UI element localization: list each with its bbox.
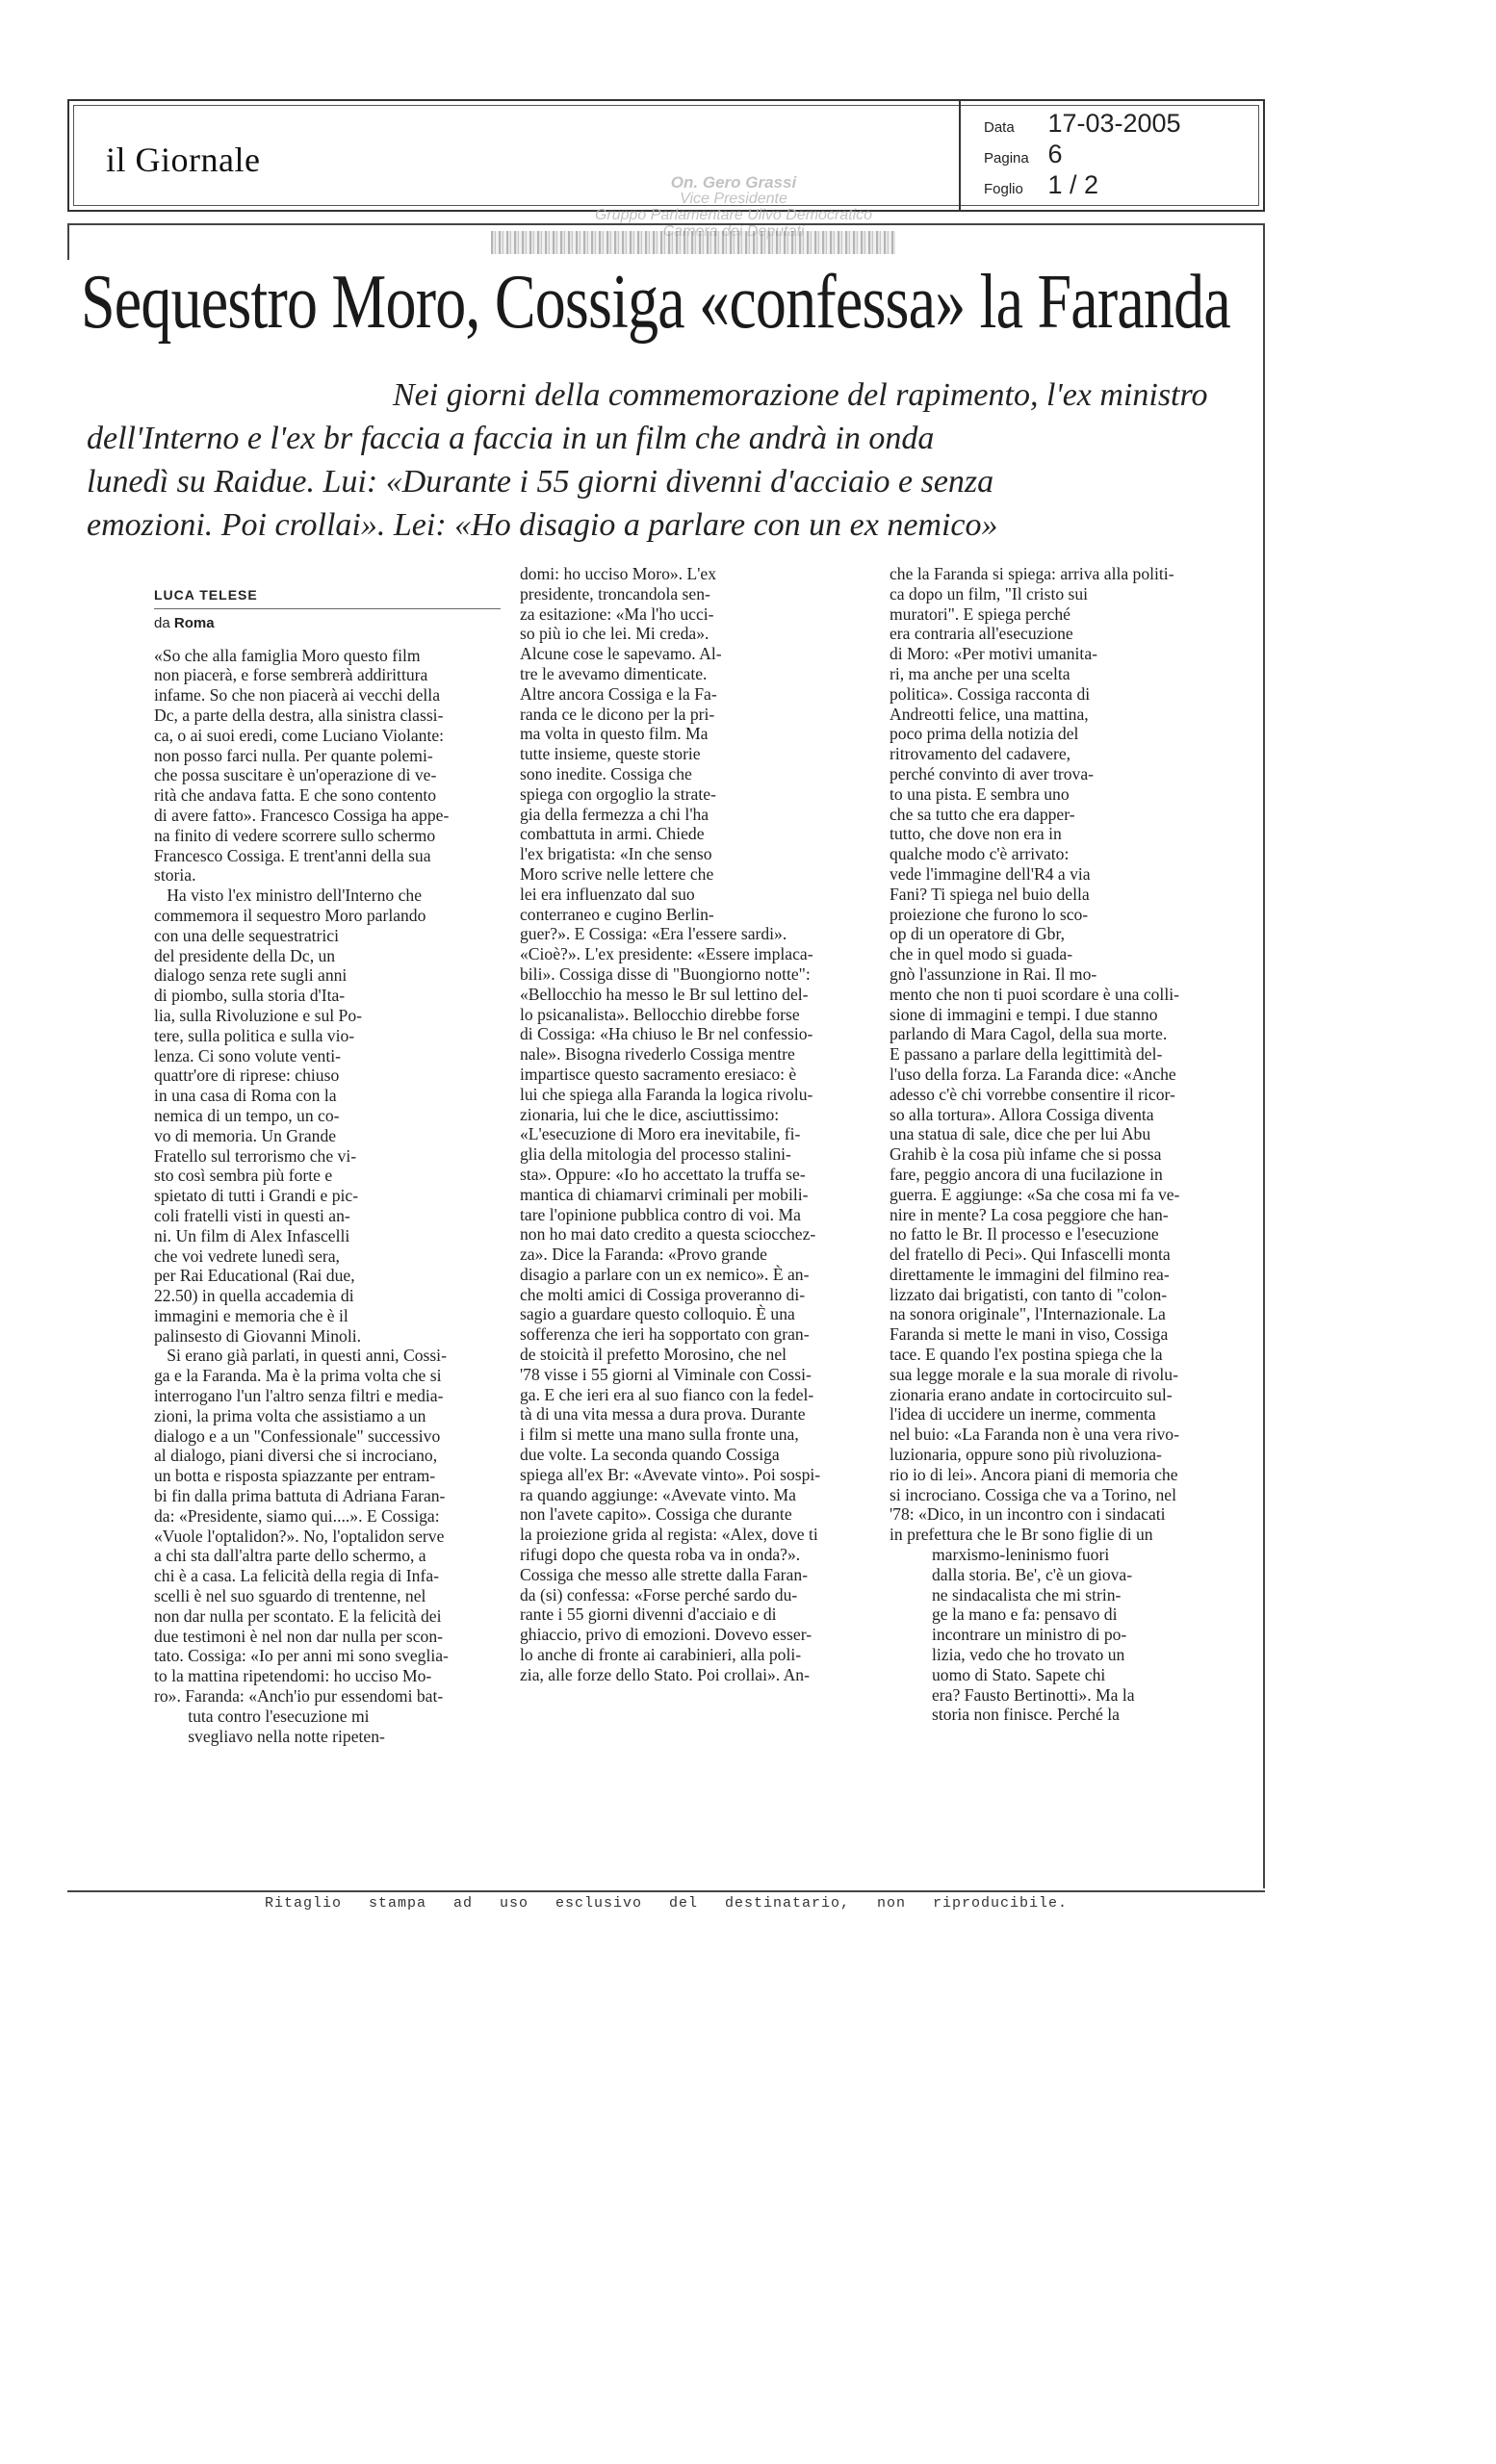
text-line: non l'avete capito». Cossiga che durante bbox=[520, 1504, 792, 1525]
column-body bbox=[154, 646, 512, 1747]
text-line: di avere fatto». Francesco Cossiga ha appe- bbox=[154, 805, 450, 825]
text-line: una statua di sale, dice che per lui Abu bbox=[890, 1124, 1151, 1144]
text-line: Moro scrive nelle lettere che bbox=[520, 863, 714, 884]
text-line: di Moro: «Per motivi umanita- bbox=[890, 644, 1097, 664]
date-row bbox=[984, 109, 1181, 139]
text-line: «Cioè?». L'ex presidente: «Essere implaca- bbox=[520, 944, 813, 964]
text-line: randa ce le dicono per la pri- bbox=[520, 704, 715, 724]
text-line: ca, o ai suoi eredi, come Luciano Violante: bbox=[154, 725, 445, 745]
text-line: tace. E quando l'ex postina spiega che la bbox=[890, 1345, 1163, 1365]
text-line: non piacerà, e forse sembrerà addirittura bbox=[154, 665, 428, 685]
text-line: Fratello sul terrorismo che vi- bbox=[154, 1145, 357, 1166]
text-line: no fatto le Br. Il processo e l'esecuzione bbox=[890, 1224, 1159, 1245]
text-line: che voi vedrete lunedì sera, bbox=[154, 1245, 340, 1266]
text-line: guerra. E aggiunge: «Sa che cosa mi fa ve- bbox=[890, 1184, 1180, 1204]
sheet-label: Foglio bbox=[984, 181, 1023, 197]
text-line: i film si mette una mano sulla fronte una, bbox=[520, 1424, 799, 1445]
text-line: sofferenza che ieri ha sopportato con gran- bbox=[520, 1324, 810, 1345]
text-line: sione di immagini e tempi. I due stanno bbox=[890, 1004, 1158, 1024]
text-line: si incrociano. Cossiga che va a Torino, nel bbox=[890, 1484, 1176, 1504]
text-line: perché convinto di aver trova- bbox=[890, 763, 1095, 783]
text-line: parlando di Mara Cagol, della sua morte. bbox=[890, 1024, 1168, 1044]
stamp-line: On. Gero Grassi bbox=[670, 173, 797, 192]
text-line: immagini e memoria che è il bbox=[154, 1305, 348, 1325]
text-line: Altre ancora Cossiga e la Fa- bbox=[520, 683, 717, 704]
date-label: Data bbox=[984, 119, 1015, 136]
office-stamp bbox=[522, 174, 945, 240]
text-line: zia, alle forze dello Stato. Poi crollai». An- bbox=[520, 1664, 810, 1684]
text-line: «So che alla famiglia Moro questo film bbox=[154, 645, 421, 665]
byline-rule bbox=[154, 608, 501, 609]
text-line: «L'esecuzione di Moro era inevitabile, fi- bbox=[520, 1124, 801, 1144]
text-line: ro». Faranda: «Anch'io pur essendomi bat- bbox=[154, 1686, 444, 1707]
deck-line: dell'Interno e l'ex br faccia a faccia in un film che andrà in onda bbox=[87, 421, 935, 456]
sheet-value: 1 / 2 bbox=[1047, 170, 1098, 199]
text-line: za esitazione: «Ma l'ho ucci- bbox=[520, 603, 714, 624]
text-line: ra quando aggiunge: «Avevate vinto. Ma bbox=[520, 1484, 796, 1504]
text-line: direttamente le immagini del filmino rea- bbox=[890, 1264, 1170, 1284]
text-line: da (si) confessa: «Forse perché sardo du- bbox=[520, 1584, 798, 1604]
text-line: tato. Cossiga: «Io per anni mi sono sveglia- bbox=[154, 1646, 449, 1666]
text-line: vo di memoria. Un Grande bbox=[154, 1125, 337, 1145]
text-line: to la mattina ripetendomi: ho ucciso Mo- bbox=[154, 1666, 432, 1686]
text-line: fare, peggio ancora di una fucilazione in bbox=[890, 1164, 1163, 1184]
text-line: in prefettura che le Br sono figlie di un bbox=[890, 1525, 1153, 1545]
text-line: che possa suscitare è un'operazione di ve- bbox=[154, 765, 437, 785]
text-line: poco prima della notizia del bbox=[890, 724, 1079, 744]
text-line: impartisce questo sacramento eresiaco: è bbox=[520, 1064, 797, 1084]
text-line: «Vuole l'optalidon?». No, l'optalidon serve bbox=[154, 1526, 445, 1546]
text-line: in una casa di Roma con la bbox=[154, 1086, 337, 1106]
text-line: Francesco Cossiga. E trent'anni della sua bbox=[154, 845, 431, 865]
scan-noise bbox=[491, 231, 895, 254]
text-line: mantica di chiamarvi criminali per mobili- bbox=[520, 1184, 809, 1204]
location-prefix: da bbox=[154, 614, 170, 631]
text-line: combattuta in armi. Chiede bbox=[520, 824, 705, 844]
text-line: l'uso della forza. La Faranda dice: «Anche bbox=[890, 1064, 1176, 1084]
text-line: spiega all'ex Br: «Avevate vinto». Poi sospi- bbox=[520, 1464, 821, 1484]
text-line: tutte insieme, queste storie bbox=[520, 744, 701, 764]
text-line: gnò l'assunzione in Rai. Il mo- bbox=[890, 963, 1097, 984]
text-line: Alcune cose le sapevamo. Al- bbox=[520, 644, 722, 664]
text-line: l'ex brigatista: «In che senso bbox=[520, 844, 712, 864]
text-line: palinsesto di Giovanni Minoli. bbox=[154, 1325, 362, 1346]
text-line: ne sindacalista che mi strin- bbox=[890, 1584, 1122, 1604]
text-line: che la Faranda si spiega: arriva alla politi- bbox=[890, 564, 1174, 583]
column-body bbox=[520, 564, 868, 1685]
text-line: per Rai Educational (Rai due, bbox=[154, 1266, 355, 1286]
text-line: Ha visto l'ex ministro dell'Interno che bbox=[154, 886, 423, 906]
text-line: tere, sulla politica e sulla vio- bbox=[154, 1025, 355, 1045]
text-line: la proiezione grida al regista: «Alex, dove ti bbox=[520, 1525, 818, 1545]
text-line: quattr'ore di riprese: chiuso bbox=[154, 1065, 340, 1086]
text-line: so più io che lei. Mi creda». bbox=[520, 624, 709, 644]
text-line: con una delle sequestratrici bbox=[154, 925, 339, 945]
text-line: nale». Bisogna rivederlo Cossiga mentre bbox=[520, 1044, 795, 1065]
text-line: interrogano l'un l'altro senza filtri e media- bbox=[154, 1386, 444, 1406]
text-line: due testimoni è nel non dar nulla per scon- bbox=[154, 1626, 443, 1646]
text-line: non posso farci nulla. Per quante polemi- bbox=[154, 745, 433, 765]
text-line: de stoicità il prefetto Morosino, che nel bbox=[520, 1345, 787, 1365]
article-headline: Sequestro Moro, Cossiga «confessa» la Faranda bbox=[81, 260, 1230, 345]
text-line: infame. So che non piacerà ai vecchi della bbox=[154, 685, 440, 706]
stamp-line: Vice Presidente bbox=[680, 191, 787, 207]
text-line: domi: ho ucciso Moro». L'ex bbox=[520, 564, 717, 583]
text-line: glia della mitologia del processo stalini- bbox=[520, 1144, 791, 1165]
page-label: Pagina bbox=[984, 150, 1029, 167]
text-line: dialogo e a un "Confessionale" successivo bbox=[154, 1425, 441, 1446]
article-deck bbox=[87, 373, 1208, 547]
frame-left-rule bbox=[67, 223, 69, 260]
text-line: zionaria erano andate in cortocircuito sul- bbox=[890, 1384, 1173, 1404]
text-line: gia della fermezza a chi l'ha bbox=[520, 804, 709, 824]
text-line: proiezione che furono lo sco- bbox=[890, 904, 1089, 924]
text-line: lizia, vedo che ho trovato un bbox=[890, 1645, 1125, 1665]
text-line: mento che non ti puoi scordare è una colli- bbox=[890, 984, 1179, 1004]
text-line: lenza. Ci sono volute venti- bbox=[154, 1045, 341, 1065]
text-line: ge la mano e fa: pensavo di bbox=[890, 1604, 1118, 1625]
text-line: «Bellocchio ha messo le Br sul lettino del- bbox=[520, 984, 809, 1004]
author-name: LUCA TELESE bbox=[154, 587, 258, 603]
page-row bbox=[984, 140, 1062, 169]
header-separator bbox=[959, 101, 961, 210]
text-line: incontrare un ministro di po- bbox=[890, 1625, 1127, 1645]
text-line: Dc, a parte della destra, alla sinistra classi- bbox=[154, 705, 444, 725]
text-line: di piombo, sulla storia d'Ita- bbox=[154, 986, 346, 1006]
page-value: 6 bbox=[1047, 140, 1063, 168]
text-line: sto così sembra più forte e bbox=[154, 1166, 333, 1186]
column-body bbox=[890, 564, 1248, 1725]
text-line: che sa tutto che era dapper- bbox=[890, 804, 1075, 824]
text-line: qualche modo c'è arrivato: bbox=[890, 844, 1070, 864]
newspaper-masthead: il Giornale bbox=[106, 141, 261, 179]
text-line: ritrovamento del cadavere, bbox=[890, 744, 1071, 764]
text-line: tutto, che dove non era in bbox=[890, 824, 1062, 844]
text-line: vede l'immagine dell'R4 a via bbox=[890, 863, 1091, 884]
text-line: zioni, la prima volta che assistiamo a un bbox=[154, 1405, 426, 1425]
text-line: nire in mente? La cosa peggiore che han- bbox=[890, 1204, 1169, 1224]
text-line: da: «Presidente, siamo qui....». E Cossiga: bbox=[154, 1505, 440, 1526]
deck-line: Nei giorni della commemorazione del rapimento, l'ex ministro bbox=[393, 377, 1208, 413]
article-column-1 bbox=[154, 585, 512, 1746]
text-line: 22.50) in quella accademia di bbox=[154, 1286, 354, 1306]
text-line: Faranda si mette le mani in viso, Cossiga bbox=[890, 1324, 1169, 1345]
text-line: adesso c'è chi vorrebbe consentire il ricor- bbox=[890, 1084, 1175, 1104]
text-line: al dialogo, piani diversi che si incrociano, bbox=[154, 1446, 438, 1466]
text-line: che in quel modo si guada- bbox=[890, 944, 1073, 964]
text-line: che molti amici di Cossiga proveranno di- bbox=[520, 1284, 806, 1304]
frame-right-rule bbox=[1263, 223, 1265, 1888]
text-line: lia, sulla Rivoluzione e sul Po- bbox=[154, 1005, 362, 1025]
article-column-3 bbox=[890, 564, 1248, 1725]
text-line: due volte. La seconda quando Cossiga bbox=[520, 1445, 780, 1465]
text-line: Grahib è la cosa più infame che si possa bbox=[890, 1144, 1162, 1165]
text-line: ghiaccio, privo di emozioni. Dovevo esser- bbox=[520, 1625, 812, 1645]
text-line: del fratello di Peci». Qui Infascelli monta bbox=[890, 1245, 1171, 1265]
text-line: Si erano già parlati, in questi anni, Cossi- bbox=[154, 1346, 447, 1366]
text-line: uomo di Stato. Sapete chi bbox=[890, 1664, 1106, 1684]
text-line: spietato di tutti i Grandi e pic- bbox=[154, 1186, 359, 1206]
text-line: na sonora originale", l'Internazionale. La bbox=[890, 1304, 1166, 1324]
text-line: nel buio: «La Faranda non è una vera rivo- bbox=[890, 1424, 1179, 1445]
text-line: marxismo-leninismo fuori bbox=[890, 1545, 1110, 1565]
text-line: so alla tortura». Allora Cossiga diventa bbox=[890, 1104, 1154, 1124]
text-line: spiega con orgoglio la strate- bbox=[520, 783, 716, 804]
text-line: rifugi dopo che questa roba va in onda?». bbox=[520, 1545, 801, 1565]
text-line: del presidente della Dc, un bbox=[154, 945, 336, 965]
text-line: guer?». E Cossiga: «Era l'essere sardi». bbox=[520, 924, 787, 944]
text-line: zionaria, lui che le dice, asciuttissimo: bbox=[520, 1104, 780, 1124]
stamp-line: Gruppo Parlamentare Ulivo Democratico bbox=[594, 207, 873, 223]
text-line: Andreotti felice, una mattina, bbox=[890, 704, 1089, 724]
deck-line: lunedì su Raidue. Lui: «Durante i 55 giorni divenni d'acciaio e senza bbox=[87, 464, 994, 500]
text-line: politica». Cossiga racconta di bbox=[890, 683, 1091, 704]
text-line: ri, ma anche per una scelta bbox=[890, 663, 1070, 683]
text-line: era contraria all'esecuzione bbox=[890, 624, 1073, 644]
text-line: lizzato dai brigatisti, con tanto di "colon- bbox=[890, 1284, 1168, 1304]
text-line: ma volta in questo film. Ma bbox=[520, 724, 709, 744]
text-line: storia. bbox=[154, 865, 196, 886]
text-line: chi è a casa. La felicità della regia di Infa- bbox=[154, 1566, 439, 1586]
text-line: rità che andava fatta. E che sono contento bbox=[154, 785, 437, 806]
text-line: tare l'opinione pubblica contro di voi. Ma bbox=[520, 1204, 801, 1224]
text-line: ga. E che ieri era al suo fianco con la fedel- bbox=[520, 1384, 814, 1404]
deck-line: emozioni. Poi crollai». Lei: «Ho disagio a parlare con un ex nemico» bbox=[87, 507, 998, 543]
text-line: op di un operatore di Gbr, bbox=[890, 924, 1066, 944]
text-line: '78 visse i 55 giorni al Viminale con Cossi- bbox=[520, 1364, 812, 1384]
frame-top-rule bbox=[67, 223, 1265, 225]
text-line: lo psicanalista». Bellocchio direbbe forse bbox=[520, 1004, 800, 1024]
location-name: Roma bbox=[173, 614, 215, 631]
text-line: ca dopo un film, "Il cristo sui bbox=[890, 583, 1089, 603]
text-line: ga e la Faranda. Ma è la prima volta che si bbox=[154, 1366, 442, 1386]
text-line: l'idea di uccidere un inerme, commenta bbox=[890, 1404, 1156, 1424]
text-line: disagio a parlare con un ex nemico». È an- bbox=[520, 1264, 810, 1284]
text-line: lui che spiega alla Faranda la logica rivolu- bbox=[520, 1084, 813, 1104]
byline-location bbox=[154, 614, 512, 634]
text-line: sono inedite. Cossiga che bbox=[520, 763, 692, 783]
text-line: un botta e risposta spiazzante per entram- bbox=[154, 1466, 436, 1486]
text-line: luzionaria, oppure sono più rivoluziona- bbox=[890, 1445, 1162, 1465]
text-line: sta». Oppure: «Io ho accettato la truffa se- bbox=[520, 1164, 806, 1184]
text-line: '78: «Dico, in un incontro con i sindacati bbox=[890, 1504, 1166, 1525]
text-line: sua legge morale e la sua morale di rivolu- bbox=[890, 1364, 1178, 1384]
text-line: conterraneo e cugino Berlin- bbox=[520, 904, 714, 924]
text-line: Cossiga che messo alle strette dalla Faran- bbox=[520, 1564, 808, 1584]
text-line: non dar nulla per scontato. E la felicità dei bbox=[154, 1605, 442, 1626]
text-line: bi fin dalla prima battuta di Adriana Faran- bbox=[154, 1486, 446, 1506]
reproduction-notice: Ritaglio stampa ad uso esclusivo del destinatario, non riproducibile. bbox=[264, 1895, 1069, 1912]
text-line: muratori". E spiega perché bbox=[890, 603, 1070, 624]
text-line: dialogo senza rete sugli anni bbox=[154, 965, 348, 986]
text-line: coli fratelli visti in questi an- bbox=[154, 1205, 350, 1225]
text-line: storia non finisce. Perché la bbox=[890, 1705, 1120, 1725]
text-line: Fani? Ti spiega nel buio della bbox=[890, 884, 1090, 904]
text-line: a chi sta dall'altra parte dello schermo, a bbox=[154, 1546, 426, 1566]
text-line: scelli è nel suo sguardo di trentenne, nel bbox=[154, 1586, 426, 1606]
text-line: sagio a guardare questo colloquio. È una bbox=[520, 1304, 795, 1324]
text-line: tre le avevamo dimenticate. bbox=[520, 663, 708, 683]
text-line: na finito di vedere scorrere sullo schermo bbox=[154, 825, 436, 845]
text-line: rio io di lei». Ancora piani di memoria che bbox=[890, 1464, 1178, 1484]
text-line: lei era influenzato dal suo bbox=[520, 884, 695, 904]
text-line: E passano a parlare della legittimità del- bbox=[890, 1044, 1163, 1065]
text-line: lo anche di fronte ai carabinieri, alla poli- bbox=[520, 1645, 802, 1665]
text-line: bili». Cossiga disse di "Buongiorno notte": bbox=[520, 963, 811, 984]
article-column-2 bbox=[520, 564, 868, 1685]
text-line: non ho mai dato credito a questa sciocchez- bbox=[520, 1224, 816, 1245]
text-line: to una pista. E sembra uno bbox=[890, 783, 1070, 804]
text-line: za». Dice la Faranda: «Provo grande bbox=[520, 1245, 767, 1265]
text-line: dalla storia. Be', c'è un giova- bbox=[890, 1564, 1133, 1584]
text-line: presidente, troncandola sen- bbox=[520, 583, 710, 603]
text-line: nemica di un tempo, un co- bbox=[154, 1105, 340, 1125]
text-line: tuta contro l'esecuzione mi bbox=[154, 1706, 370, 1726]
text-line: di Cossiga: «Ha chiuso le Br nel confessio- bbox=[520, 1024, 813, 1044]
text-line: svegliavo nella notte ripeten- bbox=[154, 1726, 385, 1746]
text-line: era? Fausto Bertinotti». Ma la bbox=[890, 1684, 1135, 1705]
text-line: ni. Un film di Alex Infascelli bbox=[154, 1225, 350, 1245]
header-box bbox=[67, 99, 1265, 223]
text-line: tà di una vita messa a dura prova. Durante bbox=[520, 1404, 806, 1424]
text-line: rante i 55 giorni divenni d'acciaio e di bbox=[520, 1604, 777, 1625]
text-line: commemora il sequestro Moro parlando bbox=[154, 905, 426, 925]
sheet-row bbox=[984, 170, 1098, 200]
date-value: 17-03-2005 bbox=[1047, 109, 1181, 138]
